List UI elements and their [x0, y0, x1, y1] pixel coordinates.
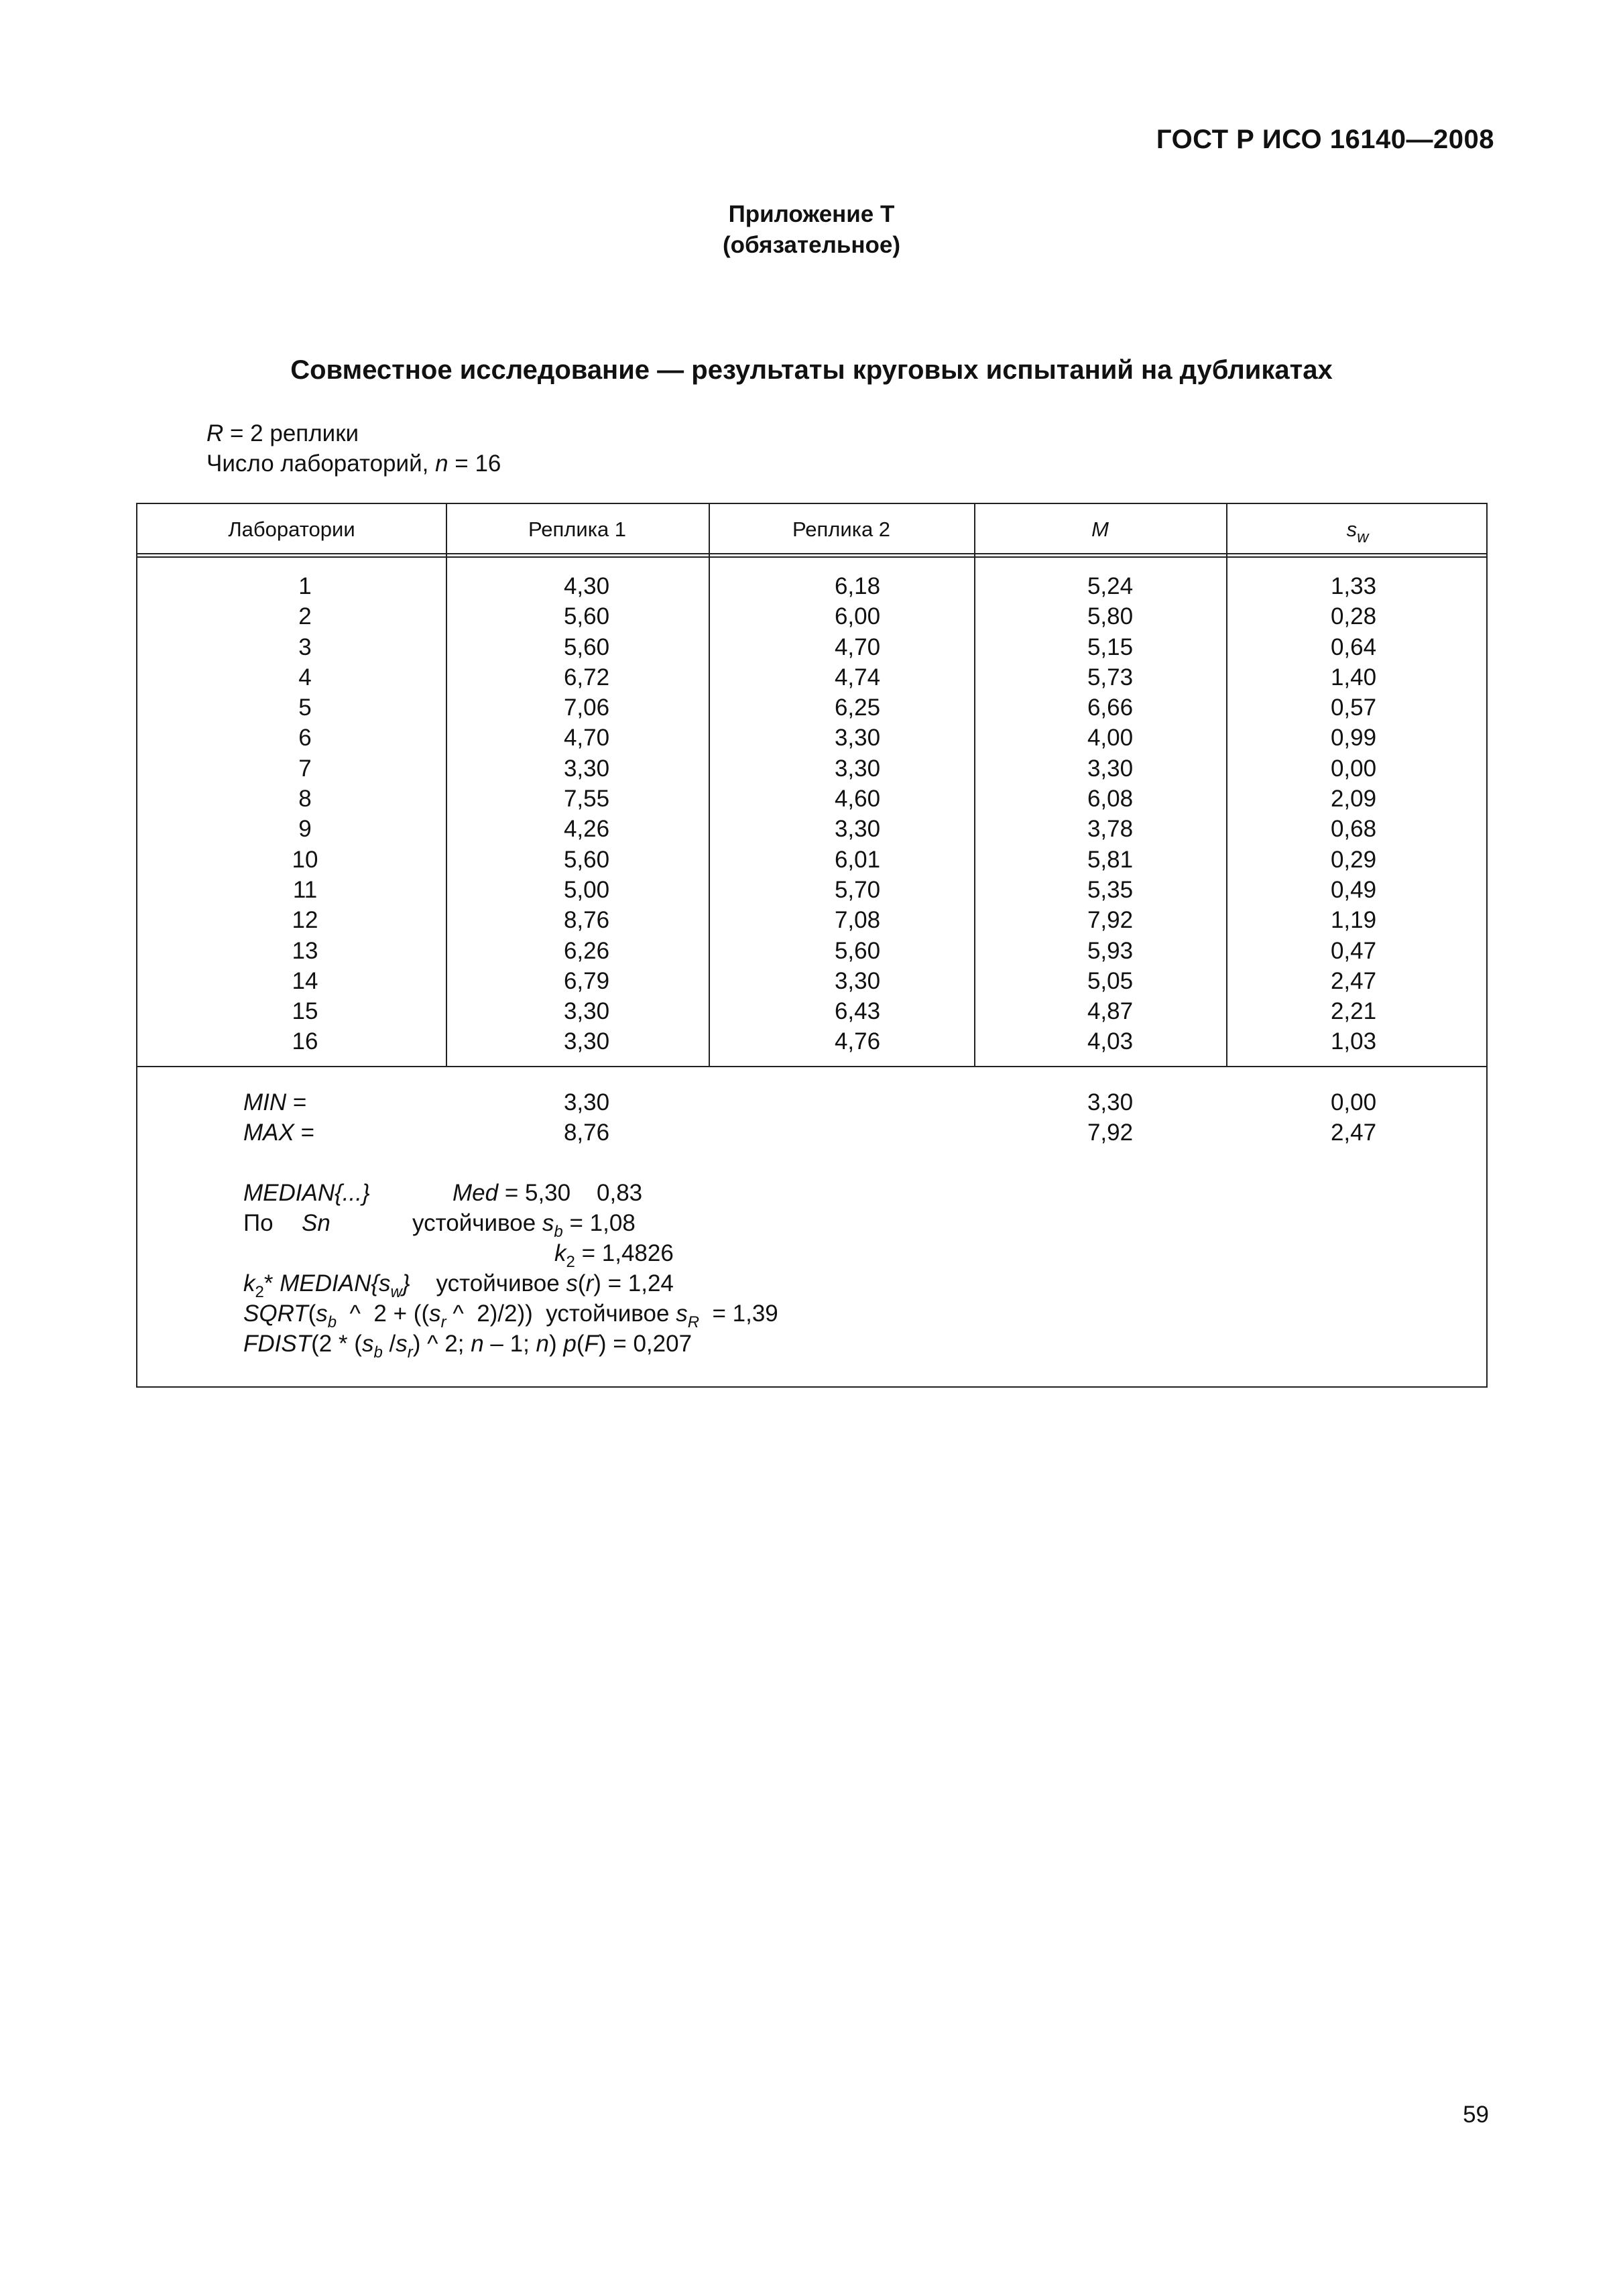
annex-title: Приложение Т	[728, 201, 895, 227]
replica-2-cell: 4,76	[834, 1028, 881, 1055]
lab-number-cell: 1	[298, 573, 312, 599]
k2-line: $k_2 = 1,4826$	[554, 1240, 674, 1271]
replica-2-cell: 4,70	[834, 633, 881, 660]
sw-cell: 0,47	[1330, 937, 1377, 964]
min-sw: 0,00	[1330, 1089, 1377, 1115]
replica-2-cell: 5,70	[834, 876, 881, 903]
labs-column	[137, 571, 473, 1057]
min-mean: 3,30	[1087, 1089, 1134, 1115]
sw-cell: 1,33	[1330, 573, 1377, 599]
header-sw: $s_w$	[1346, 518, 1369, 546]
replica-1-cell: 3,30	[563, 755, 610, 782]
sw-cell: 2,09	[1330, 786, 1377, 812]
sw-cell: 0,57	[1330, 694, 1377, 721]
mean-cell: 5,24	[1087, 573, 1134, 599]
replica-1-cell: 5,00	[563, 876, 610, 903]
sw-cell: 1,40	[1330, 664, 1377, 690]
replica-2-cell: 6,43	[834, 998, 881, 1025]
header-replica-1: Реплика 1	[528, 518, 627, 541]
header-mean: M	[1091, 518, 1109, 541]
replica-1-cell: 5,60	[563, 846, 610, 873]
median-sw: 0,83	[597, 1180, 643, 1206]
po-label: По	[243, 1210, 274, 1236]
sw-cell: 0,29	[1330, 846, 1377, 873]
mean-cell: 4,03	[1087, 1028, 1134, 1055]
sw-cell: 2,47	[1330, 967, 1377, 994]
replica-1-cell: 4,26	[563, 816, 610, 843]
min-replica-1: 3,30	[563, 1089, 610, 1115]
lab-number-cell: 10	[292, 846, 318, 873]
sw-cell: 1,03	[1330, 1028, 1377, 1055]
mean-cell: 5,93	[1087, 937, 1134, 964]
replica-1-cell: 3,30	[563, 1028, 610, 1055]
sqrt-line: $SQRT(s_b$ ^ $2 + ((s_r$ ^ 2)/2)) устойчивое $s_R = 1,39$	[243, 1301, 778, 1331]
min-label: MIN =	[243, 1089, 307, 1115]
replica-1-cell: 4,70	[563, 725, 610, 751]
page-number: 59	[1463, 2102, 1489, 2128]
lab-number-cell: 4	[298, 664, 312, 690]
replica-1-column	[446, 571, 727, 1057]
mean-cell: 6,66	[1087, 694, 1134, 721]
labs-line: Число лабораторий, n = 16	[206, 450, 501, 477]
lab-number-cell: 5	[298, 694, 312, 721]
mean-cell: 5,80	[1087, 603, 1134, 630]
sw-cell: 0,68	[1330, 816, 1377, 843]
annex-status: (обязательное)	[722, 232, 900, 258]
replica-1-cell: 7,55	[563, 786, 610, 812]
replica-2-cell: 3,30	[834, 816, 881, 843]
replica-2-cell: 3,30	[834, 725, 881, 751]
mean-cell: 5,35	[1087, 876, 1134, 903]
lab-number-cell: 9	[298, 816, 312, 843]
lab-number-cell: 16	[292, 1028, 318, 1055]
lab-number-cell: 2	[298, 603, 312, 630]
lab-number-cell: 11	[292, 876, 318, 903]
header-rule	[137, 556, 1486, 558]
replica-1-cell: 6,79	[563, 967, 610, 994]
mean-cell: 3,30	[1087, 755, 1134, 782]
mean-cell: 7,92	[1087, 907, 1134, 934]
replica-1-cell: 6,26	[563, 937, 610, 964]
max-mean: 7,92	[1087, 1120, 1134, 1146]
mean-cell: 5,15	[1087, 633, 1134, 660]
max-replica-1: 8,76	[563, 1120, 610, 1146]
replica-2-cell: 5,60	[834, 937, 881, 964]
sw-cell: 0,00	[1330, 755, 1377, 782]
mean-cell: 6,08	[1087, 786, 1134, 812]
document-title: Совместное исследование — результаты круговых испытаний на дубликатах	[290, 355, 1333, 385]
body-rule	[137, 1066, 1486, 1067]
replica-2-cell: 3,30	[834, 755, 881, 782]
replica-2-cell: 6,01	[834, 846, 881, 873]
replica-2-column	[709, 571, 1006, 1057]
mean-cell: 4,00	[1087, 725, 1134, 751]
lab-number-cell: 3	[298, 633, 312, 660]
replica-2-cell: 7,08	[834, 907, 881, 934]
lab-number-cell: 15	[292, 998, 318, 1025]
replica-2-cell: 4,74	[834, 664, 881, 690]
median-value: Med = 5,30	[453, 1180, 571, 1206]
lab-number-cell: 13	[292, 937, 318, 964]
robust-sr-line: $k_2*$ $MEDIAN\{s_w\}$ устойчивое s(r) = 1,24	[243, 1270, 674, 1301]
replica-1-cell: 5,60	[563, 603, 610, 630]
replica-1-cell: 3,30	[563, 998, 610, 1025]
lab-number-cell: 14	[292, 967, 318, 994]
replica-2-cell: 4,60	[834, 786, 881, 812]
replica-1-cell: 7,06	[563, 694, 610, 721]
robust-sb-line: устойчивое $s_b = 1,08$	[412, 1210, 636, 1241]
fdist-line: FDIST(2 * ($s_b$ $/s_r$) ^ 2; n – 1; n) p(F) = 0,207	[243, 1331, 693, 1362]
mean-cell: 4,87	[1087, 998, 1134, 1025]
sw-cell: 2,21	[1330, 998, 1377, 1025]
header-rule	[137, 553, 1486, 554]
sw-cell: 0,28	[1330, 603, 1377, 630]
lab-number-cell: 8	[298, 786, 312, 812]
replica-1-cell: 5,60	[563, 633, 610, 660]
replica-2-cell: 3,30	[834, 967, 881, 994]
replica-2-cell: 6,18	[834, 573, 881, 599]
replicates-line: R = 2 реплики	[206, 420, 359, 446]
sw-column	[1226, 571, 1481, 1057]
mean-column	[974, 571, 1246, 1057]
replica-2-cell: 6,00	[834, 603, 881, 630]
lab-number-cell: 7	[298, 755, 312, 782]
max-sw: 2,47	[1330, 1120, 1377, 1146]
sn-label: Sn	[302, 1210, 330, 1236]
replica-1-cell: 8,76	[563, 907, 610, 934]
sw-cell: 0,49	[1330, 876, 1377, 903]
sw-cell: 0,64	[1330, 633, 1377, 660]
lab-number-cell: 12	[292, 907, 318, 934]
replica-1-cell: 4,30	[563, 573, 610, 599]
mean-cell: 5,81	[1087, 846, 1134, 873]
mean-cell: 5,05	[1087, 967, 1134, 994]
document-number: ГОСТ Р ИСО 16140—2008	[1156, 125, 1494, 154]
mean-cell: 5,73	[1087, 664, 1134, 690]
replica-2-cell: 6,25	[834, 694, 881, 721]
mean-cell: 3,78	[1087, 816, 1134, 843]
sw-cell: 0,99	[1330, 725, 1377, 751]
median-line: MEDIAN{...}	[243, 1180, 370, 1206]
max-label: MAX =	[243, 1120, 315, 1146]
lab-number-cell: 6	[298, 725, 312, 751]
results-table	[136, 503, 1488, 1388]
sw-cell: 1,19	[1330, 907, 1377, 934]
header-replica-2: Реплика 2	[792, 518, 891, 541]
replica-1-cell: 6,72	[563, 664, 610, 690]
header-labs: Лаборатории	[228, 518, 355, 541]
